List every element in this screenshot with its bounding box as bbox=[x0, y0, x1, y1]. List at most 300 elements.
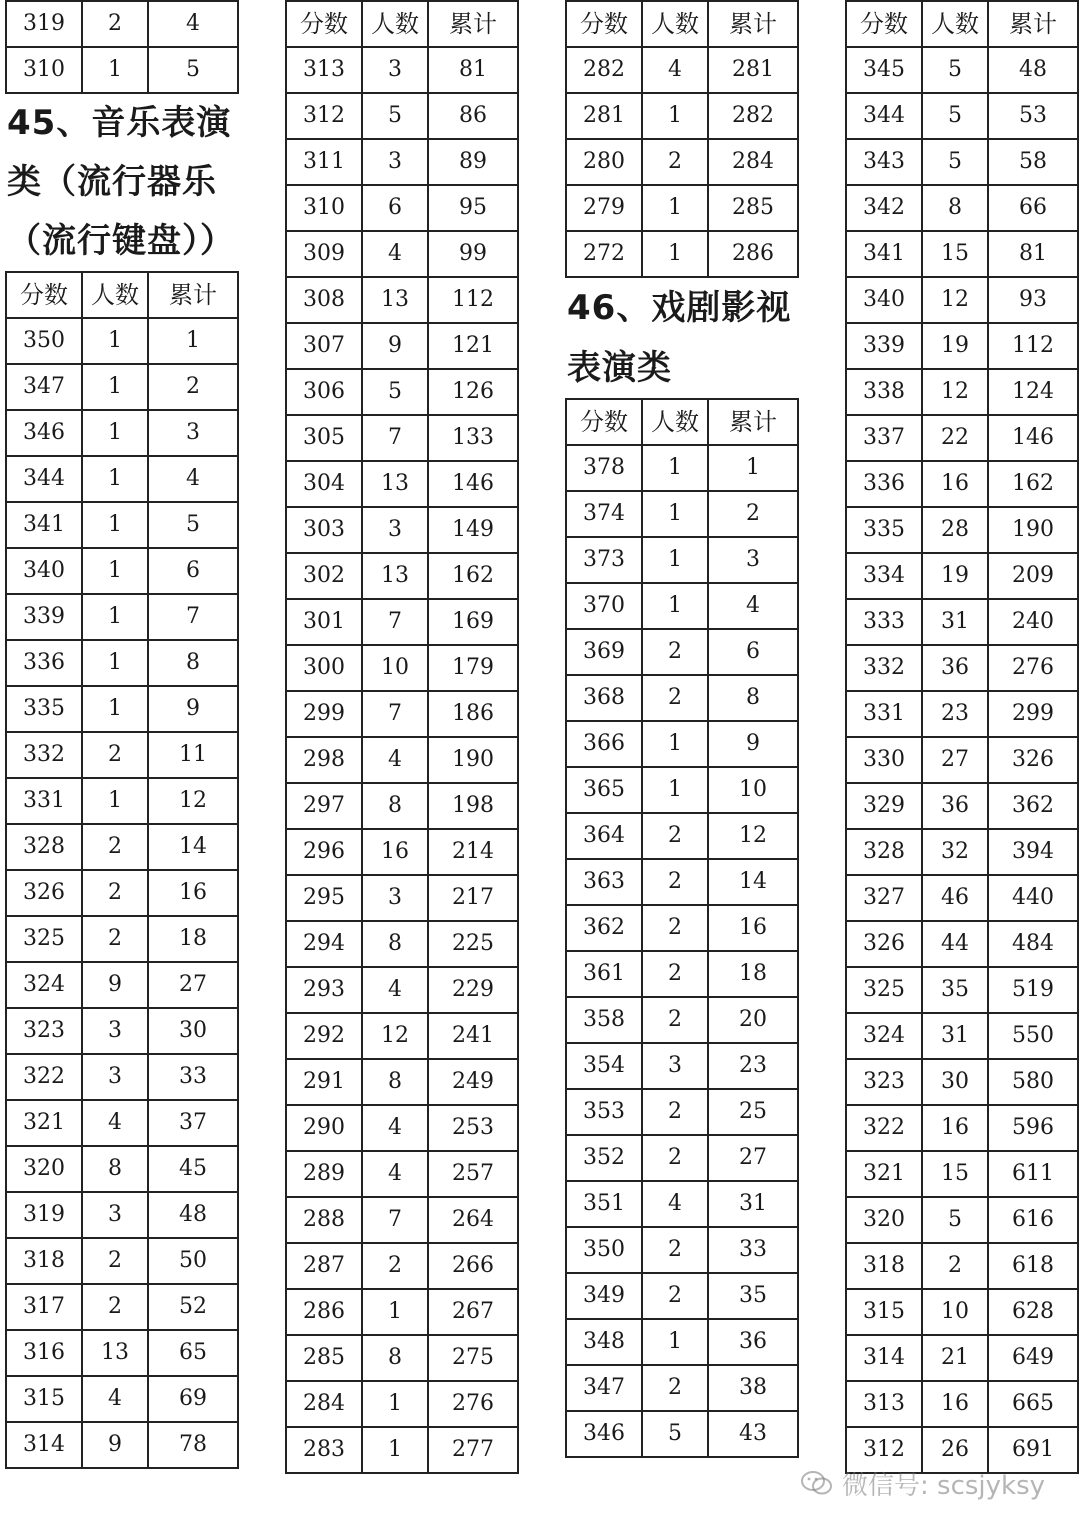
score-cell: 340 bbox=[6, 548, 82, 594]
cumulative-cell: 580 bbox=[988, 1059, 1078, 1105]
count-cell: 7 bbox=[362, 1197, 428, 1243]
cumulative-cell: 249 bbox=[428, 1059, 518, 1105]
table-row bbox=[566, 1135, 798, 1181]
score-cell: 344 bbox=[846, 93, 922, 139]
cumulative-cell: 266 bbox=[428, 1243, 518, 1289]
score-cell: 295 bbox=[286, 875, 362, 921]
table-row bbox=[846, 1151, 1078, 1197]
score-cell: 368 bbox=[566, 675, 642, 721]
count-cell: 8 bbox=[362, 1059, 428, 1105]
count-cell: 5 bbox=[922, 1197, 988, 1243]
header-count: 人数 bbox=[642, 1, 708, 47]
score-cell: 308 bbox=[286, 277, 362, 323]
cumulative-cell: 16 bbox=[708, 905, 798, 951]
table-row bbox=[846, 599, 1078, 645]
count-cell: 1 bbox=[82, 502, 148, 548]
table-row bbox=[6, 824, 238, 870]
count-cell: 2 bbox=[82, 732, 148, 778]
table-row bbox=[6, 502, 238, 548]
count-cell: 3 bbox=[642, 1043, 708, 1089]
score-cell: 300 bbox=[286, 645, 362, 691]
cumulative-cell: 2 bbox=[708, 491, 798, 537]
score-cell: 363 bbox=[566, 859, 642, 905]
cumulative-cell: 146 bbox=[428, 461, 518, 507]
cumulative-cell: 665 bbox=[988, 1381, 1078, 1427]
score-cell: 290 bbox=[286, 1105, 362, 1151]
score-cell: 336 bbox=[6, 640, 82, 686]
score-cell: 322 bbox=[846, 1105, 922, 1151]
table-row bbox=[846, 875, 1078, 921]
table-row bbox=[846, 1289, 1078, 1335]
cumulative-cell: 4 bbox=[148, 456, 238, 502]
cumulative-cell: 65 bbox=[148, 1330, 238, 1376]
count-cell: 2 bbox=[82, 824, 148, 870]
table-row bbox=[6, 732, 238, 778]
cumulative-cell: 616 bbox=[988, 1197, 1078, 1243]
cumulative-cell: 275 bbox=[428, 1335, 518, 1381]
count-cell: 2 bbox=[82, 1238, 148, 1284]
table-row bbox=[6, 1330, 238, 1376]
table-row bbox=[6, 318, 238, 364]
count-cell: 1 bbox=[82, 686, 148, 732]
table-row bbox=[6, 410, 238, 456]
table-row bbox=[846, 921, 1078, 967]
count-cell: 3 bbox=[362, 875, 428, 921]
score-cell: 331 bbox=[6, 778, 82, 824]
cumulative-cell: 281 bbox=[708, 47, 798, 93]
count-cell: 23 bbox=[922, 691, 988, 737]
count-cell: 21 bbox=[922, 1335, 988, 1381]
count-cell: 8 bbox=[922, 185, 988, 231]
header-cumulative: 累计 bbox=[148, 272, 238, 318]
score-cell: 365 bbox=[566, 767, 642, 813]
table-row bbox=[6, 1146, 238, 1192]
cumulative-cell: 18 bbox=[708, 951, 798, 997]
count-cell: 16 bbox=[922, 461, 988, 507]
count-cell: 9 bbox=[82, 1422, 148, 1468]
score-cell: 343 bbox=[846, 139, 922, 185]
score-cell: 319 bbox=[6, 1, 82, 47]
count-cell: 28 bbox=[922, 507, 988, 553]
score-cell: 370 bbox=[566, 583, 642, 629]
table-row bbox=[6, 364, 238, 410]
cumulative-cell: 225 bbox=[428, 921, 518, 967]
cumulative-cell: 7 bbox=[148, 594, 238, 640]
table-row bbox=[286, 737, 518, 783]
cumulative-cell: 611 bbox=[988, 1151, 1078, 1197]
score-cell: 336 bbox=[846, 461, 922, 507]
count-cell: 2 bbox=[642, 675, 708, 721]
header-count: 人数 bbox=[82, 272, 148, 318]
score-cell: 348 bbox=[566, 1319, 642, 1365]
count-cell: 4 bbox=[362, 967, 428, 1013]
score-cell: 299 bbox=[286, 691, 362, 737]
score-cell: 366 bbox=[566, 721, 642, 767]
score-cell: 342 bbox=[846, 185, 922, 231]
cumulative-cell: 8 bbox=[148, 640, 238, 686]
count-cell: 22 bbox=[922, 415, 988, 461]
score-cell: 333 bbox=[846, 599, 922, 645]
cumulative-cell: 299 bbox=[988, 691, 1078, 737]
cumulative-cell: 326 bbox=[988, 737, 1078, 783]
count-cell: 1 bbox=[82, 318, 148, 364]
count-cell: 4 bbox=[642, 47, 708, 93]
table-row bbox=[6, 456, 238, 502]
score-cell: 374 bbox=[566, 491, 642, 537]
count-cell: 16 bbox=[922, 1381, 988, 1427]
table-row bbox=[6, 548, 238, 594]
count-cell: 13 bbox=[362, 277, 428, 323]
score-cell: 325 bbox=[846, 967, 922, 1013]
cumulative-cell: 186 bbox=[428, 691, 518, 737]
count-cell: 2 bbox=[642, 905, 708, 951]
cumulative-cell: 86 bbox=[428, 93, 518, 139]
score-cell: 306 bbox=[286, 369, 362, 415]
count-cell: 4 bbox=[82, 1100, 148, 1146]
header-count: 人数 bbox=[922, 1, 988, 47]
count-cell: 2 bbox=[642, 1135, 708, 1181]
cumulative-cell: 691 bbox=[988, 1427, 1078, 1473]
table-row bbox=[846, 461, 1078, 507]
table-row bbox=[846, 829, 1078, 875]
table-row bbox=[846, 507, 1078, 553]
score-cell: 303 bbox=[286, 507, 362, 553]
table-row bbox=[286, 1335, 518, 1381]
count-cell: 1 bbox=[642, 537, 708, 583]
table-row bbox=[566, 1181, 798, 1227]
count-cell: 4 bbox=[362, 231, 428, 277]
score-cell: 292 bbox=[286, 1013, 362, 1059]
count-cell: 1 bbox=[362, 1427, 428, 1473]
cumulative-cell: 112 bbox=[988, 323, 1078, 369]
count-cell: 4 bbox=[362, 1151, 428, 1197]
cumulative-cell: 5 bbox=[148, 502, 238, 548]
table-row bbox=[6, 640, 238, 686]
table-row bbox=[286, 829, 518, 875]
table-row bbox=[286, 1427, 518, 1473]
table-row bbox=[566, 93, 798, 139]
cumulative-cell: 4 bbox=[148, 1, 238, 47]
cumulative-cell: 3 bbox=[148, 410, 238, 456]
table-row bbox=[6, 1376, 238, 1422]
count-cell: 2 bbox=[642, 813, 708, 859]
score-cell: 311 bbox=[286, 139, 362, 185]
cumulative-cell: 9 bbox=[148, 686, 238, 732]
score-cell: 272 bbox=[566, 231, 642, 277]
table-row bbox=[566, 675, 798, 721]
count-cell: 2 bbox=[922, 1243, 988, 1289]
table-row bbox=[286, 1151, 518, 1197]
table-row bbox=[846, 1013, 1078, 1059]
score-cell: 351 bbox=[566, 1181, 642, 1227]
cumulative-cell: 2 bbox=[148, 364, 238, 410]
count-cell: 2 bbox=[642, 951, 708, 997]
count-cell: 4 bbox=[642, 1181, 708, 1227]
count-cell: 2 bbox=[82, 1, 148, 47]
count-cell: 1 bbox=[82, 640, 148, 686]
score-cell: 312 bbox=[846, 1427, 922, 1473]
cumulative-cell: 217 bbox=[428, 875, 518, 921]
score-cell: 309 bbox=[286, 231, 362, 277]
score-table bbox=[845, 0, 1079, 1474]
table-row bbox=[846, 553, 1078, 599]
cumulative-cell: 285 bbox=[708, 185, 798, 231]
section-heading: 45、音乐表演 类（流行器乐 （流行键盘）） bbox=[7, 103, 235, 261]
count-cell: 13 bbox=[82, 1330, 148, 1376]
count-cell: 15 bbox=[922, 231, 988, 277]
score-cell: 318 bbox=[846, 1243, 922, 1289]
table-row bbox=[846, 691, 1078, 737]
count-cell: 2 bbox=[82, 916, 148, 962]
table-header-row bbox=[566, 399, 798, 445]
table-row bbox=[6, 1, 238, 47]
count-cell: 32 bbox=[922, 829, 988, 875]
count-cell: 35 bbox=[922, 967, 988, 1013]
table-row bbox=[566, 1365, 798, 1411]
cumulative-cell: 550 bbox=[988, 1013, 1078, 1059]
count-cell: 36 bbox=[922, 645, 988, 691]
cumulative-cell: 14 bbox=[148, 824, 238, 870]
count-cell: 1 bbox=[82, 594, 148, 640]
score-cell: 287 bbox=[286, 1243, 362, 1289]
score-cell: 332 bbox=[846, 645, 922, 691]
cumulative-cell: 362 bbox=[988, 783, 1078, 829]
table-row bbox=[6, 686, 238, 732]
score-cell: 283 bbox=[286, 1427, 362, 1473]
table-row bbox=[286, 507, 518, 553]
cumulative-cell: 11 bbox=[148, 732, 238, 778]
table-row bbox=[846, 1381, 1078, 1427]
count-cell: 2 bbox=[82, 1284, 148, 1330]
score-cell: 315 bbox=[846, 1289, 922, 1335]
header-cumulative: 累计 bbox=[428, 1, 518, 47]
score-table bbox=[5, 0, 239, 94]
count-cell: 10 bbox=[362, 645, 428, 691]
cumulative-cell: 162 bbox=[428, 553, 518, 599]
table-row bbox=[566, 47, 798, 93]
count-cell: 4 bbox=[362, 1105, 428, 1151]
count-cell: 1 bbox=[642, 767, 708, 813]
score-cell: 284 bbox=[286, 1381, 362, 1427]
score-cell: 341 bbox=[6, 502, 82, 548]
score-cell: 330 bbox=[846, 737, 922, 783]
score-cell: 347 bbox=[566, 1365, 642, 1411]
cumulative-cell: 241 bbox=[428, 1013, 518, 1059]
cumulative-cell: 394 bbox=[988, 829, 1078, 875]
score-cell: 301 bbox=[286, 599, 362, 645]
table-row bbox=[286, 185, 518, 231]
cumulative-cell: 190 bbox=[428, 737, 518, 783]
cumulative-cell: 12 bbox=[148, 778, 238, 824]
cumulative-cell: 264 bbox=[428, 1197, 518, 1243]
cumulative-cell: 33 bbox=[148, 1054, 238, 1100]
score-cell: 347 bbox=[6, 364, 82, 410]
count-cell: 19 bbox=[922, 323, 988, 369]
cumulative-cell: 5 bbox=[148, 47, 238, 93]
score-cell: 294 bbox=[286, 921, 362, 967]
table-row bbox=[6, 1192, 238, 1238]
count-cell: 5 bbox=[362, 93, 428, 139]
cumulative-cell: 146 bbox=[988, 415, 1078, 461]
count-cell: 12 bbox=[922, 277, 988, 323]
cumulative-cell: 48 bbox=[988, 47, 1078, 93]
table-row bbox=[846, 1427, 1078, 1473]
score-cell: 305 bbox=[286, 415, 362, 461]
table-row bbox=[846, 967, 1078, 1013]
table-row bbox=[846, 47, 1078, 93]
table-row bbox=[286, 93, 518, 139]
table-row bbox=[286, 1013, 518, 1059]
score-cell: 310 bbox=[6, 47, 82, 93]
table-row bbox=[286, 967, 518, 1013]
score-cell: 318 bbox=[6, 1238, 82, 1284]
table-row bbox=[566, 1319, 798, 1365]
cumulative-cell: 66 bbox=[988, 185, 1078, 231]
count-cell: 1 bbox=[82, 364, 148, 410]
score-cell: 354 bbox=[566, 1043, 642, 1089]
count-cell: 2 bbox=[642, 1365, 708, 1411]
score-cell: 349 bbox=[566, 1273, 642, 1319]
table-row bbox=[566, 1089, 798, 1135]
table-row bbox=[566, 1411, 798, 1457]
count-cell: 8 bbox=[362, 921, 428, 967]
cumulative-cell: 18 bbox=[148, 916, 238, 962]
score-cell: 317 bbox=[6, 1284, 82, 1330]
table-row bbox=[566, 445, 798, 491]
table-row bbox=[566, 139, 798, 185]
cumulative-cell: 190 bbox=[988, 507, 1078, 553]
table-row bbox=[286, 783, 518, 829]
table-row bbox=[6, 1008, 238, 1054]
table-row bbox=[6, 1238, 238, 1284]
table-row bbox=[6, 1284, 238, 1330]
cumulative-cell: 69 bbox=[148, 1376, 238, 1422]
count-cell: 10 bbox=[922, 1289, 988, 1335]
table-row bbox=[566, 859, 798, 905]
cumulative-cell: 25 bbox=[708, 1089, 798, 1135]
cumulative-cell: 81 bbox=[428, 47, 518, 93]
cumulative-cell: 3 bbox=[708, 537, 798, 583]
cumulative-cell: 267 bbox=[428, 1289, 518, 1335]
count-cell: 7 bbox=[362, 691, 428, 737]
header-count: 人数 bbox=[642, 399, 708, 445]
cumulative-cell: 276 bbox=[428, 1381, 518, 1427]
score-cell: 297 bbox=[286, 783, 362, 829]
score-cell: 325 bbox=[6, 916, 82, 962]
score-cell: 337 bbox=[846, 415, 922, 461]
cumulative-cell: 484 bbox=[988, 921, 1078, 967]
cumulative-cell: 33 bbox=[708, 1227, 798, 1273]
count-cell: 4 bbox=[82, 1376, 148, 1422]
score-cell: 338 bbox=[846, 369, 922, 415]
cumulative-cell: 649 bbox=[988, 1335, 1078, 1381]
table-row bbox=[286, 47, 518, 93]
score-cell: 345 bbox=[846, 47, 922, 93]
score-cell: 315 bbox=[6, 1376, 82, 1422]
count-cell: 19 bbox=[922, 553, 988, 599]
cumulative-cell: 53 bbox=[988, 93, 1078, 139]
table-row bbox=[566, 231, 798, 277]
count-cell: 1 bbox=[642, 93, 708, 139]
cumulative-cell: 1 bbox=[148, 318, 238, 364]
header-score: 分数 bbox=[846, 1, 922, 47]
count-cell: 31 bbox=[922, 599, 988, 645]
score-cell: 310 bbox=[286, 185, 362, 231]
cumulative-cell: 440 bbox=[988, 875, 1078, 921]
table-row bbox=[846, 1059, 1078, 1105]
cumulative-cell: 31 bbox=[708, 1181, 798, 1227]
score-cell: 304 bbox=[286, 461, 362, 507]
cumulative-cell: 1 bbox=[708, 445, 798, 491]
table-header-row bbox=[566, 1, 798, 47]
score-cell: 312 bbox=[286, 93, 362, 139]
table-row bbox=[566, 1227, 798, 1273]
cumulative-cell: 112 bbox=[428, 277, 518, 323]
table-row bbox=[286, 369, 518, 415]
cumulative-cell: 81 bbox=[988, 231, 1078, 277]
score-cell: 328 bbox=[846, 829, 922, 875]
count-cell: 9 bbox=[82, 962, 148, 1008]
score-cell: 331 bbox=[846, 691, 922, 737]
table-row bbox=[566, 767, 798, 813]
score-cell: 293 bbox=[286, 967, 362, 1013]
score-cell: 335 bbox=[846, 507, 922, 553]
count-cell: 5 bbox=[362, 369, 428, 415]
score-cell: 369 bbox=[566, 629, 642, 675]
cumulative-cell: 45 bbox=[148, 1146, 238, 1192]
score-cell: 361 bbox=[566, 951, 642, 997]
score-cell: 378 bbox=[566, 445, 642, 491]
cumulative-cell: 37 bbox=[148, 1100, 238, 1146]
score-cell: 350 bbox=[566, 1227, 642, 1273]
table-row bbox=[286, 415, 518, 461]
count-cell: 3 bbox=[362, 47, 428, 93]
table-row bbox=[286, 1059, 518, 1105]
count-cell: 2 bbox=[642, 1273, 708, 1319]
table-row bbox=[566, 185, 798, 231]
cumulative-cell: 27 bbox=[708, 1135, 798, 1181]
cumulative-cell: 23 bbox=[708, 1043, 798, 1089]
score-cell: 313 bbox=[846, 1381, 922, 1427]
count-cell: 2 bbox=[642, 1089, 708, 1135]
score-cell: 307 bbox=[286, 323, 362, 369]
score-cell: 339 bbox=[846, 323, 922, 369]
count-cell: 27 bbox=[922, 737, 988, 783]
table-row bbox=[6, 962, 238, 1008]
score-table bbox=[285, 0, 519, 1474]
cumulative-cell: 253 bbox=[428, 1105, 518, 1151]
cumulative-cell: 284 bbox=[708, 139, 798, 185]
count-cell: 1 bbox=[642, 583, 708, 629]
table-row bbox=[6, 916, 238, 962]
score-cell: 323 bbox=[6, 1008, 82, 1054]
table-row bbox=[286, 231, 518, 277]
score-cell: 286 bbox=[286, 1289, 362, 1335]
score-cell: 352 bbox=[566, 1135, 642, 1181]
table-row bbox=[566, 813, 798, 859]
cumulative-cell: 10 bbox=[708, 767, 798, 813]
cumulative-cell: 519 bbox=[988, 967, 1078, 1013]
count-cell: 4 bbox=[362, 737, 428, 783]
table-row bbox=[846, 1243, 1078, 1289]
table-row bbox=[846, 1105, 1078, 1151]
score-cell: 313 bbox=[286, 47, 362, 93]
count-cell: 5 bbox=[922, 47, 988, 93]
score-cell: 339 bbox=[6, 594, 82, 640]
score-table bbox=[565, 398, 799, 1458]
table-row bbox=[286, 277, 518, 323]
header-score: 分数 bbox=[286, 1, 362, 47]
